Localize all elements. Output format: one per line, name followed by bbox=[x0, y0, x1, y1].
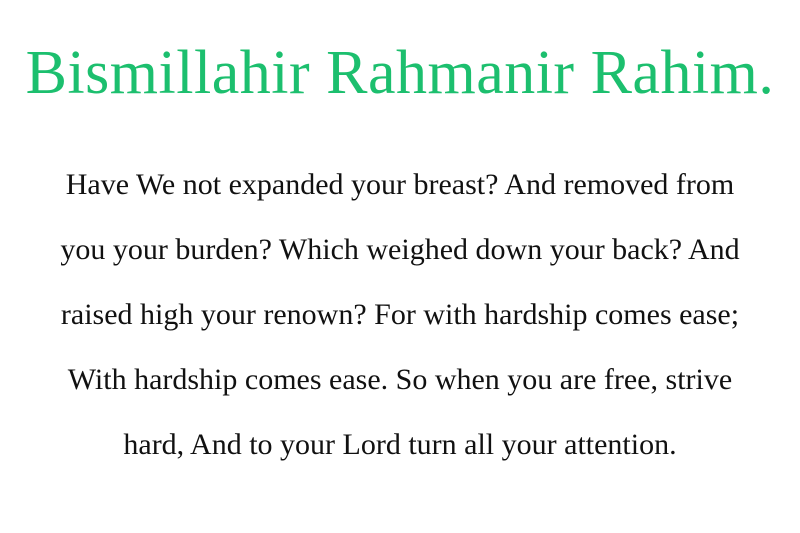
verse-text bbox=[14, 152, 786, 477]
verse-line-2: you your burden? Which weighed down your back? And bbox=[60, 233, 740, 266]
verse-line-4: With hardship comes ease. So when you are free, strive bbox=[67, 363, 733, 396]
page-title: Bismillahir Rahmanir Rahim. bbox=[25, 39, 775, 107]
verse-line-3: raised high your renown? For with hardship comes ease; bbox=[60, 298, 740, 331]
verse-line-5: hard, And to your Lord turn all your attention. bbox=[123, 428, 677, 461]
verse-line-1: Have We not expanded your breast? And removed from bbox=[65, 168, 735, 201]
